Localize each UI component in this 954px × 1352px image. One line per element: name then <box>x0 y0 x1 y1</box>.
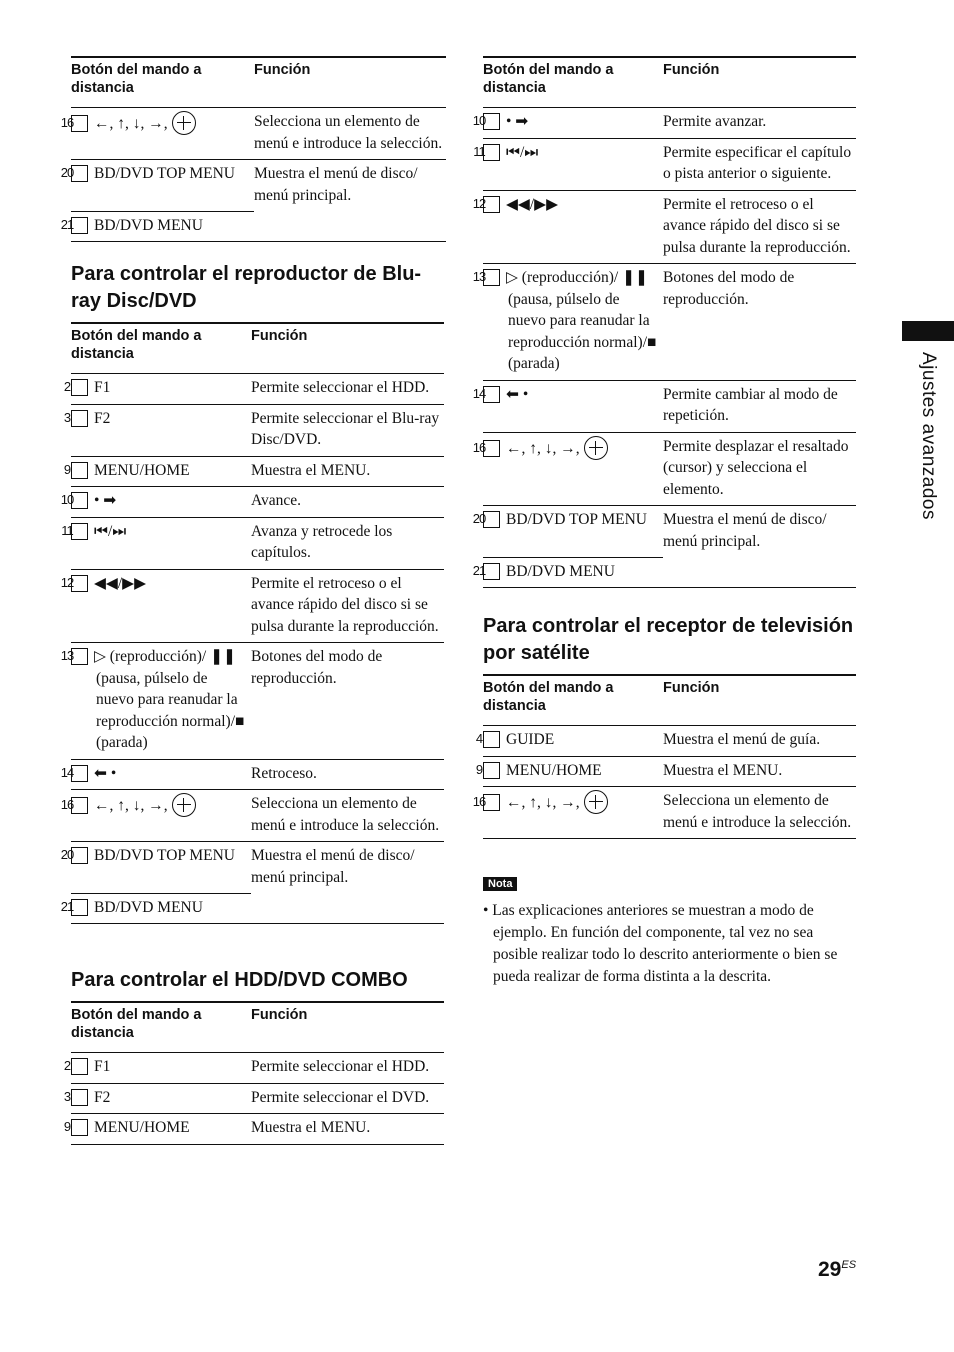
button-label: ←, ↑, ↓, →, <box>94 115 168 132</box>
key-number-badge: 13 <box>483 269 500 286</box>
enter-circle-icon <box>584 790 608 814</box>
button-cell <box>63 374 251 405</box>
button-label: F1 <box>94 379 111 396</box>
table-row <box>71 487 444 518</box>
key-number-badge: 12 <box>483 196 500 213</box>
function-cell: Retroceso. <box>251 759 444 790</box>
header-function: Función <box>254 57 446 108</box>
table-row <box>71 643 444 760</box>
key-number-badge: 21 <box>483 563 500 580</box>
key-number-badge: 14 <box>71 765 88 782</box>
function-cell: Permite seleccionar el HDD. <box>251 1053 444 1084</box>
function-cell: Avanza y retrocede los capítulos. <box>251 517 444 569</box>
key-number-badge: 11 <box>483 144 500 161</box>
key-number-badge: 4 <box>483 731 500 748</box>
button-cell <box>472 557 663 588</box>
page-number-suffix: ES <box>841 1259 857 1271</box>
button-label: ▷ (reproducción)/ ❚❚ (pausa, púlselo de nuevo para reanudar la reproducción normal)/■ (parada) <box>94 648 245 751</box>
button-cell <box>472 380 663 432</box>
key-number-badge: 14 <box>483 386 500 403</box>
key-number-badge: 2 <box>71 379 88 396</box>
button-label: ◀◀/▶▶ <box>94 574 146 592</box>
key-number-badge: 3 <box>71 410 88 427</box>
button-label: ⬅ • <box>94 764 117 782</box>
button-cell <box>475 756 663 787</box>
button-label: BD/DVD TOP MENU <box>506 511 647 528</box>
enter-circle-icon <box>584 436 608 460</box>
table-row <box>483 506 856 558</box>
button-label: F2 <box>94 1088 111 1106</box>
table-row <box>71 211 446 242</box>
enter-circle-icon <box>172 793 196 817</box>
button-cell <box>60 893 251 924</box>
table-row <box>71 842 444 894</box>
table-row <box>71 404 444 456</box>
function-cell: Selecciona un elemento de menú e introduce la selección. <box>663 787 856 839</box>
key-number-badge: 9 <box>71 1119 88 1136</box>
button-cell <box>60 759 251 790</box>
button-cell <box>60 160 254 212</box>
button-label: MENU/HOME <box>94 461 190 479</box>
sidebar-label: Ajustes avanzados <box>918 352 939 520</box>
key-number-badge: 11 <box>71 523 88 540</box>
button-cell <box>63 1083 251 1114</box>
table-row <box>71 517 444 569</box>
header-function: Función <box>663 675 856 726</box>
button-label: MENU/HOME <box>94 1119 190 1136</box>
key-number-badge: 10 <box>483 113 500 130</box>
note-block <box>483 874 856 988</box>
note-label: Nota <box>483 877 517 891</box>
function-cell <box>663 557 856 588</box>
key-number-badge: 9 <box>483 762 500 779</box>
button-label: BD/DVD MENU <box>506 562 615 580</box>
button-cell <box>63 1053 251 1084</box>
button-label: • ➡ <box>506 113 529 130</box>
enter-circle-icon <box>172 111 196 135</box>
function-cell <box>251 893 444 924</box>
left-top-table <box>60 56 446 242</box>
function-cell: Muestra el menú de disco/ menú principal. <box>254 165 418 204</box>
header-button: Botón del mando a distancia <box>71 1002 251 1053</box>
function-cell: Permite el retroceso o el avance rápido del disco si se pulsa durante la reproducción. <box>251 569 444 643</box>
button-cell <box>60 211 254 242</box>
table-row <box>71 790 444 842</box>
function-cell: Permite seleccionar el Blu-ray Disc/DVD. <box>251 404 444 456</box>
header-button: Botón del mando a distancia <box>71 323 251 374</box>
button-cell <box>60 643 251 760</box>
hdd-table <box>63 1001 444 1145</box>
button-label: ◀◀/▶▶ <box>506 195 558 213</box>
table-row <box>71 160 446 212</box>
function-cell: Selecciona un elemento de menú e introduce la selección. <box>254 108 446 160</box>
key-number-badge: 3 <box>71 1089 88 1106</box>
button-label: BD/DVD MENU <box>94 898 203 916</box>
right-top-block <box>472 56 856 588</box>
button-label: BD/DVD TOP MENU <box>94 847 235 864</box>
table-row <box>71 1114 444 1145</box>
button-label: ←, ↑, ↓, →, <box>506 794 580 811</box>
button-cell <box>60 108 254 160</box>
page-number-value: 29 <box>818 1258 842 1281</box>
header-function: Función <box>663 57 856 108</box>
button-cell <box>475 726 663 757</box>
button-label: ⏮/⏭ <box>94 522 127 540</box>
button-cell <box>60 842 251 894</box>
button-label: BD/DVD MENU <box>94 216 203 234</box>
key-number-badge: 12 <box>71 575 88 592</box>
function-cell: Selecciona un elemento de menú e introduce la selección. <box>251 790 444 842</box>
bluray-section <box>60 261 444 924</box>
table-row <box>483 380 856 432</box>
right-top-table <box>472 56 856 588</box>
key-number-badge: 10 <box>71 492 88 509</box>
button-cell <box>61 517 251 569</box>
header-function: Función <box>251 323 444 374</box>
key-number-badge: 16 <box>71 115 88 132</box>
function-cell: Muestra el MENU. <box>663 756 856 787</box>
table-row <box>71 759 444 790</box>
button-cell <box>472 190 663 264</box>
sidebar-tab <box>902 321 954 341</box>
function-cell: Muestra el menú de disco/ menú principal. <box>251 847 415 886</box>
satellite-table <box>472 674 856 839</box>
function-cell: Permite cambiar al modo de repetición. <box>663 380 856 432</box>
table-row <box>71 108 446 160</box>
table-row <box>483 756 856 787</box>
key-number-badge: 16 <box>71 797 88 814</box>
table-row <box>483 557 856 588</box>
function-cell <box>254 211 446 242</box>
table-row <box>483 432 856 506</box>
button-label: ←, ↑, ↓, →, <box>94 797 168 814</box>
left-top-block <box>60 56 446 242</box>
button-label: • ➡ <box>94 492 117 509</box>
note-text: • Las explicaciones anteriores se muestran a modo de ejemplo. En función del componente, tal vez no sea posible realizar todo lo descrito anteriormente o bien se pueda realizar de forma distinta a la descrita. <box>483 902 838 985</box>
header-button: Botón del mando a distancia <box>483 57 663 108</box>
button-cell <box>472 506 663 558</box>
table-row <box>71 893 444 924</box>
table-row <box>483 264 856 381</box>
button-label: ▷ (reproducción)/ ❚❚ (pausa, púlselo de nuevo para reanudar la reproducción normal)/■ (parada) <box>506 269 657 372</box>
button-cell <box>473 138 663 190</box>
header-button: Botón del mando a distancia <box>483 675 663 726</box>
key-number-badge: 16 <box>483 440 500 457</box>
table-row <box>483 190 856 264</box>
button-cell <box>472 787 663 839</box>
button-label: ⬅ • <box>506 385 529 403</box>
button-label: MENU/HOME <box>506 761 602 779</box>
key-number-badge: 2 <box>71 1058 88 1075</box>
function-cell: Permite desplazar el resaltado (cursor) y selecciona el elemento. <box>663 432 856 506</box>
button-cell <box>63 1114 251 1145</box>
table-row <box>483 726 856 757</box>
button-cell <box>472 264 663 381</box>
button-label: ⏮/⏭ <box>506 143 539 161</box>
section-title: Para controlar el HDD/DVD COMBO <box>71 969 408 991</box>
key-number-badge: 20 <box>71 165 88 182</box>
key-number-badge: 20 <box>71 847 88 864</box>
function-cell: Avance. <box>251 487 444 518</box>
hdd-section <box>63 967 444 1145</box>
function-cell: Permite especificar el capítulo o pista anterior o siguiente. <box>663 138 856 190</box>
button-label: GUIDE <box>506 731 555 748</box>
table-row <box>71 1053 444 1084</box>
function-cell: Botones del modo de reproducción. <box>251 643 444 760</box>
key-number-badge: 16 <box>483 794 500 811</box>
table-row <box>71 569 444 643</box>
key-number-badge: 13 <box>71 648 88 665</box>
button-label: F1 <box>94 1058 111 1075</box>
page-number <box>818 1258 856 1282</box>
function-cell: Permite el retroceso o el avance rápido del disco si se pulsa durante la reproducción. <box>663 190 856 264</box>
button-cell <box>63 404 251 456</box>
section-title: Para controlar el receptor de televisión por satélite <box>483 615 854 664</box>
key-number-badge: 21 <box>71 899 88 916</box>
function-cell: Muestra el MENU. <box>251 456 444 487</box>
function-cell: Permite avanzar. <box>663 108 856 139</box>
button-cell <box>63 456 251 487</box>
function-cell: Muestra el menú de guía. <box>663 726 856 757</box>
table-row <box>71 374 444 405</box>
button-cell <box>60 569 251 643</box>
header-button: Botón del mando a distancia <box>71 57 254 108</box>
table-row <box>71 456 444 487</box>
key-number-badge: 21 <box>71 217 88 234</box>
satellite-section <box>472 613 856 839</box>
bluray-table <box>60 322 444 924</box>
table-row <box>483 138 856 190</box>
table-row <box>483 108 856 139</box>
function-cell: Permite seleccionar el DVD. <box>251 1083 444 1114</box>
function-cell: Muestra el MENU. <box>251 1114 444 1145</box>
button-cell <box>472 432 663 506</box>
function-cell: Botones del modo de reproducción. <box>663 264 856 381</box>
table-row <box>483 787 856 839</box>
button-cell <box>472 108 663 139</box>
key-number-badge: 9 <box>71 462 88 479</box>
key-number-badge: 20 <box>483 511 500 528</box>
button-cell <box>60 487 251 518</box>
button-label: BD/DVD TOP MENU <box>94 165 235 182</box>
button-label: ←, ↑, ↓, →, <box>506 439 580 457</box>
table-row <box>71 1083 444 1114</box>
section-title: Para controlar el reproductor de Blu-ray Disc/DVD <box>71 263 422 312</box>
header-function: Función <box>251 1002 444 1053</box>
button-cell <box>60 790 251 842</box>
function-cell: Permite seleccionar el HDD. <box>251 374 444 405</box>
function-cell: Muestra el menú de disco/ menú principal. <box>663 511 827 550</box>
button-label: F2 <box>94 409 111 427</box>
